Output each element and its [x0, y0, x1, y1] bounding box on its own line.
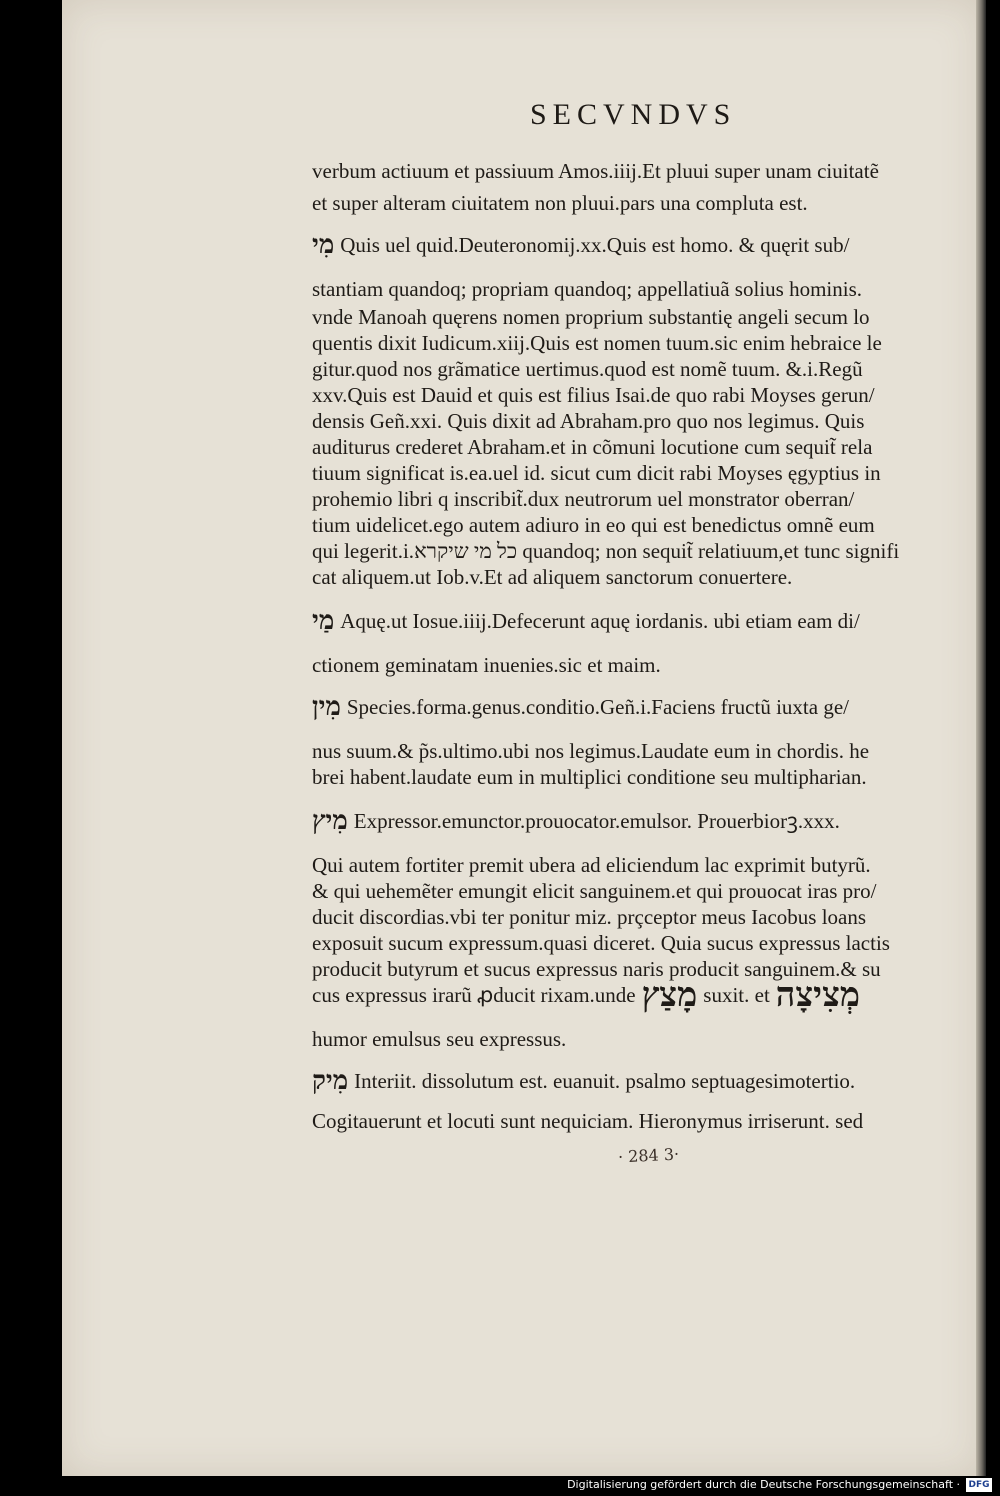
line-text: tiuum significat is.ea.uel id. sicut cum dicit rabi Moyses ęgyptius in: [312, 461, 881, 486]
line-text: auditurus crederet Abraham.et in cõmuni locutione cum sequit̃ rela: [312, 435, 873, 460]
line-text: densis Geñ.xxi. Quis dixit ad Abraham.pro quo nos legimus. Quis: [312, 409, 865, 434]
line-text: cat aliquem.ut Iob.v.Et ad aliquem sanctorum conuertere.: [312, 565, 793, 590]
line-text: Aquę.ut Iosue.iiij.Defecerunt aquę iordanis. ubi etiam eam di/: [340, 609, 860, 634]
running-head: SECVNDVS: [530, 98, 737, 131]
folio-mark: · 284 3·: [617, 1144, 680, 1167]
line-text: Qui autem fortiter premit ubera ad eliciendum lac exprimit butyrũ.: [312, 853, 871, 878]
text-line: [312, 1024, 566, 1054]
hebrew-lemma: מִיץ: [312, 806, 348, 837]
text-line: [312, 156, 879, 186]
line-text: producit butyrum et sucus expressus naris producit sanguinem.& su: [312, 957, 881, 982]
line-text: quentis dixit Iudicum.xiij.Quis est nomen tuum.sic enim hebraice le: [312, 331, 882, 356]
line-text: ducit discordias.vbi ter ponitur miz. prçceptor meus Iacobus loans: [312, 905, 867, 930]
text-line: [312, 274, 862, 304]
line-text: xxv.Quis est Dauid et quis est filius Isai.de quo rabi Moyses gerun/: [312, 383, 875, 408]
hebrew-word: מְצִיצָה: [775, 975, 861, 1016]
line-text: gitur.quod nos grãmatice uertimus.quod est nomẽ tuum. &.i.Regũ: [312, 357, 863, 382]
hebrew-lemma: מִין: [312, 692, 341, 723]
line-text: Expressor.emunctor.prouocator.emulsor. Prouerbiorꝫ.xxx.: [353, 809, 840, 834]
hebrew-lemma: מִיק: [312, 1066, 349, 1097]
line-text: vnde Manoah quęrens nomen proprium substantię angeli secum lo: [312, 305, 870, 330]
hebrew-lemma: מִי: [312, 230, 335, 261]
text-line: [312, 230, 849, 260]
text-line: [312, 562, 792, 592]
text-line: [312, 606, 860, 636]
line-text: qui legerit.i.כל מי שיקרא quandoq; non sequit̃ relatiuum,et tunc signifi: [312, 539, 900, 564]
page-edge: [976, 0, 986, 1476]
line-text: exposuit sucum expressum.quasi diceret. Quia sucus expressus lactis: [312, 931, 890, 956]
line-text: Interiit. dissolutum est. euanuit. psalmo septuagesimotertio.: [354, 1069, 856, 1094]
line-text: stantiam quandoq; propriam quandoq; appellatiuã solius hominis.: [312, 277, 862, 302]
text-line: [312, 975, 866, 1016]
hebrew-word: מָצַץ: [641, 975, 698, 1016]
text-line: [312, 1066, 855, 1096]
hebrew-lemma: מַי: [312, 606, 335, 637]
text-line: [312, 188, 808, 218]
line-text: humor emulsus seu expressus.: [312, 1027, 567, 1052]
line-text: Quis uel quid.Deuteronomij.xx.Quis est homo. & quęrit sub/: [340, 233, 850, 258]
line-text: tium uidelicet.ego autem adiuro in eo qui est benedictus omnẽ eum: [312, 513, 875, 538]
text-line: [312, 692, 849, 722]
footer-credit: Digitalisierung gefördert durch die Deutsche Forschungsgemeinschaft ·: [567, 1478, 960, 1491]
text-line: [312, 1106, 863, 1136]
line-text: ctionem geminatam inuenies.sic et maim.: [312, 653, 661, 678]
line-text: & qui uehemẽter emungit elicit sanguinem.et qui prouocat iras pro/: [312, 879, 877, 904]
line-text: et super alteram ciuitatem non pluui.pars una compluta est.: [312, 191, 808, 216]
text-line: [312, 650, 661, 680]
dfg-logo: DFG: [966, 1478, 992, 1492]
line-text: prohemio libri q inscribit̃.dux neutrorum uel monstrator oberran/: [312, 487, 855, 512]
line-text: cus expressus irarũ ꝓducit rixam.unde: [312, 983, 636, 1008]
line-text: brei habent.laudate eum in multiplici conditione seu multipharian.: [312, 765, 867, 790]
line-text: suxit. et: [703, 983, 770, 1008]
line-text: Cogitauerunt et locuti sunt nequiciam. Hieronymus irriserunt. sed: [312, 1109, 864, 1134]
text-line: [312, 806, 840, 836]
text-line: [312, 762, 867, 792]
line-text: verbum actiuum et passiuum Amos.iiij.Et pluui super unam ciuitatẽ: [312, 159, 879, 184]
line-text: nus suum.& p̃s.ultimo.ubi nos legimus.Laudate eum in chordis. he: [312, 739, 870, 764]
line-text: Species.forma.genus.conditio.Geñ.i.Faciens fructũ iuxta ge/: [346, 695, 849, 720]
